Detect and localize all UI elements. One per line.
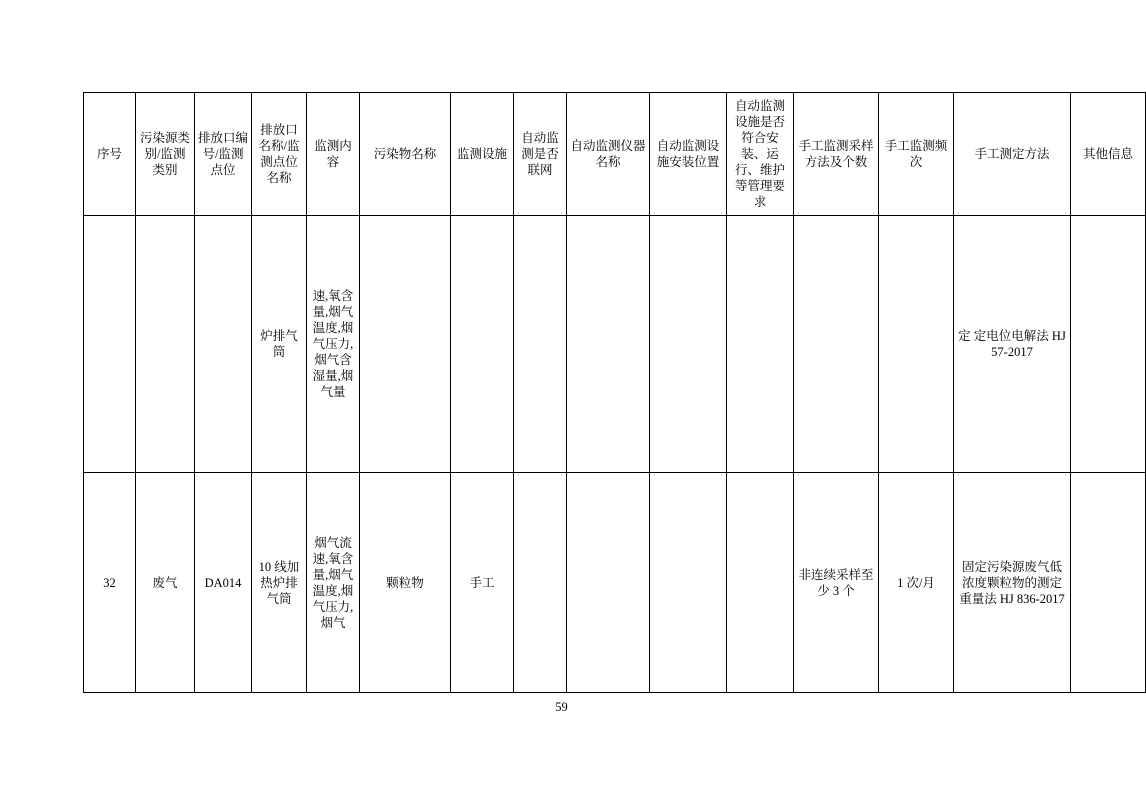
column-header-manual-determination-method: 手工测定方法 (954, 93, 1071, 216)
cell-auto-compliance (727, 216, 794, 473)
cell-auto-compliance (727, 473, 794, 693)
column-header-other-info: 其他信息 (1071, 93, 1146, 216)
cell-other-info (1071, 473, 1146, 693)
cell-auto-install-position (650, 216, 727, 473)
cell-auto-instrument-name (567, 216, 650, 473)
cell-monitoring-facility: 手工 (451, 473, 514, 693)
column-header-outlet-name: 排放口名称/监测点位名称 (252, 93, 307, 216)
table-header (84, 93, 1146, 216)
column-header-auto-compliance: 自动监测设施是否符合安装、运行、维护等管理要求 (727, 93, 794, 216)
cell-pollution-source-type: 废气 (136, 473, 195, 693)
cell-manual-frequency (879, 216, 954, 473)
cell-monitoring-content: 速,氧含量,烟气温度,烟气压力,烟气含湿量,烟气量 (307, 216, 360, 473)
cell-monitoring-facility (451, 216, 514, 473)
column-header-serial: 序号 (84, 93, 136, 216)
column-header-pollutant-name: 污染物名称 (360, 93, 451, 216)
cell-pollutant-name: 颗粒物 (360, 473, 451, 693)
table-row (84, 216, 1146, 473)
cell-manual-determination-method: 固定污染源废气低浓度颗粒物的测定 重量法 HJ 836-2017 (954, 473, 1071, 693)
column-header-auto-install-position: 自动监测设施安装位置 (650, 93, 727, 216)
cell-outlet-code (195, 216, 252, 473)
cell-pollution-source-type (136, 216, 195, 473)
table-row (84, 473, 1146, 693)
cell-manual-frequency: 1 次/月 (879, 473, 954, 693)
column-header-pollution-source-type: 污染源类别/监测类别 (136, 93, 195, 216)
cell-auto-install-position (650, 473, 727, 693)
cell-outlet-code: DA014 (195, 473, 252, 693)
cell-auto-instrument-name (567, 473, 650, 693)
monitoring-table (83, 92, 1146, 693)
monitoring-table-container (83, 92, 1133, 693)
cell-manual-determination-method: 定 定电位电解法 HJ 57-2017 (954, 216, 1071, 473)
column-header-manual-frequency: 手工监测频次 (879, 93, 954, 216)
column-header-auto-instrument-name: 自动监测仪器名称 (567, 93, 650, 216)
column-header-monitoring-content: 监测内容 (307, 93, 360, 216)
cell-other-info (1071, 216, 1146, 473)
cell-monitoring-content: 烟气流速,氧含量,烟气温度,烟气压力,烟气 (307, 473, 360, 693)
page-number: 59 (555, 700, 568, 714)
column-header-outlet-code: 排放口编号/监测点位 (195, 93, 252, 216)
cell-manual-sampling-method: 非连续采样至少 3 个 (794, 473, 879, 693)
cell-serial: 32 (84, 473, 136, 693)
cell-auto-network-connected (514, 216, 567, 473)
column-header-monitoring-facility: 监测设施 (451, 93, 514, 216)
cell-outlet-name: 炉排气筒 (252, 216, 307, 473)
column-header-manual-sampling-method: 手工监测采样方法及个数 (794, 93, 879, 216)
cell-serial (84, 216, 136, 473)
cell-outlet-name: 10 线加热炉排气筒 (252, 473, 307, 693)
table-body (84, 216, 1146, 693)
table-header-row (84, 93, 1146, 216)
column-header-auto-network-connected: 自动监测是否联网 (514, 93, 567, 216)
cell-auto-network-connected (514, 473, 567, 693)
cell-manual-sampling-method (794, 216, 879, 473)
cell-pollutant-name (360, 216, 451, 473)
